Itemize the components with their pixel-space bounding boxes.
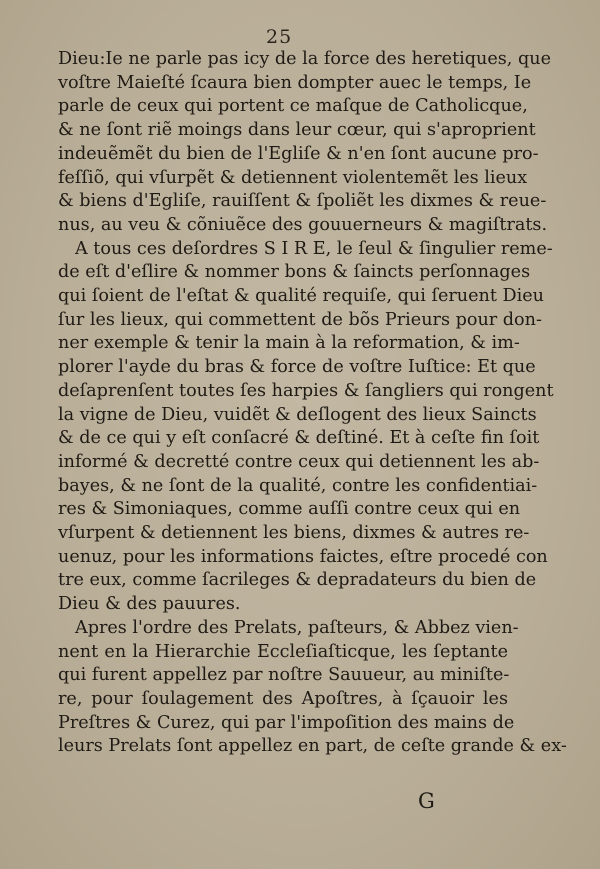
text-line: uenuz, pour les informations faictes, eſtre procedé con [58, 546, 548, 567]
text-line: & biens d'Egliſe, rauiſſent & ſpoliẽt les dixmes & reue- [58, 191, 547, 212]
text-line: vſurpent & detiennent les biens, dixmes & autres re- [58, 523, 530, 544]
text-line: parle de ceux qui portent ce maſque de Catholicque, [58, 96, 528, 117]
text-line: re, pour ſoulagement des Apoſtres, à ſçauoir les [58, 688, 508, 709]
text-line: indeuẽmẽt du bien de l'Egliſe & n'en ſont aucune pro- [58, 143, 539, 164]
text-line: de eſt d'eſlire & nommer bons & ſaincts perſonnages [58, 262, 531, 283]
text-line: qui ſoient de l'eſtat & qualité requiſe, qui ſeruent Dieu [58, 286, 545, 307]
text-line: informé & decretté contre ceux qui detiennent les ab- [58, 451, 540, 472]
paragraph-start-line: Apres l'ordre des Prelats, paſteurs, & Abbez vien- [75, 617, 519, 638]
text-line: plorer l'ayde du bras & force de voſtre Iuſtice: Et que [58, 357, 536, 378]
text-line: bayes, & ne ſont de la qualité, contre les confidentiai- [58, 475, 538, 496]
text-line: nus, au veu & cõniuẽce des gouuerneurs & magiſtrats. [58, 214, 548, 235]
text-line: leurs Prelats ſont appellez en part, de ceſte grande & ex- [58, 736, 567, 757]
text-line: nent en la Hierarchie Eccleſiaſticque, les ſeptante [58, 641, 508, 662]
text-line: Dieu & des pauures. [58, 594, 241, 615]
text-line: res & Simoniaques, comme auſſi contre ceux qui en [58, 499, 521, 520]
text-line: tre eux, comme ſacrileges & depradateurs du bien de [58, 570, 537, 591]
page-number: 25 [266, 26, 293, 48]
text-line: qui furent appellez par noſtre Sauueur, au miniſte- [58, 665, 510, 686]
text-line: voſtre Maieſté ſcaura bien dompter auec le temps, Ie [58, 72, 532, 93]
paragraph-start-line: A tous ces deſordres S I R E, le ſeul & ſingulier reme- [75, 238, 553, 259]
body-text [58, 48, 567, 759]
signature-mark: G [418, 789, 435, 813]
text-line: Dieu:Ie ne parle pas icy de la force des heretiques, que [58, 49, 552, 69]
text-line: deſaprenſent toutes ſes harpies & ſangliers qui rongent [58, 380, 554, 401]
text-line: ſur les lieux, qui commettent de bõs Prieurs pour don- [58, 309, 542, 330]
text-line: la vigne de Dieu, vuidẽt & deſlogent des lieux Saincts [58, 404, 537, 425]
text-line: & ne ſont riẽ moings dans leur cœur, qui s'aproprient [58, 120, 536, 141]
text-line: ner exemple & tenir la main à la reformation, & im- [58, 333, 520, 354]
text-line: Preſtres & Curez, qui par l'impoſition des mains de [58, 712, 515, 733]
text-line: feſſiõ, qui vſurpẽt & detiennent violentemẽt les lieux [58, 167, 528, 188]
text-line: & de ce qui y eſt conſacré & deſtiné. Et à ceſte fin ſoit [58, 428, 540, 449]
